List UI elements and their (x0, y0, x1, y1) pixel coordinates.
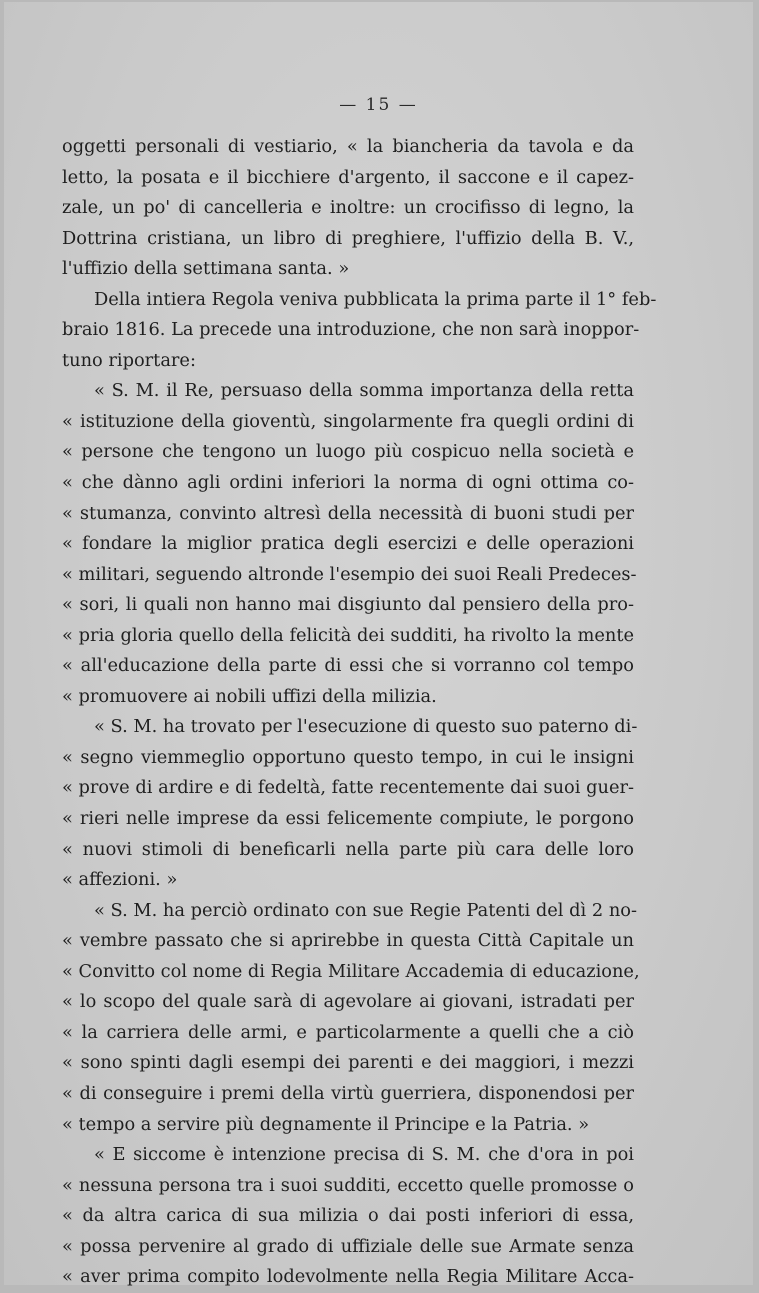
text-line: « tempo a servire più degnamente il Principe e la Patria. » (62, 1113, 590, 1135)
text-line: « che dànno agli ordini inferiori la norma di ogni ottima co- (62, 472, 634, 494)
text-line: « sono spinti dagli esempi dei parenti e dei maggiori, i mezzi (62, 1052, 634, 1074)
text-line: braio 1816. La precede una introduzione, che non sarà inoppor- (62, 319, 640, 341)
text-line: « vembre passato che si aprirebbe in questa Città Capitale un (62, 930, 634, 952)
text-line: letto, la posata e il bicchiere d'argento, il saccone e il capez- (62, 166, 634, 188)
text-line: « sori, li quali non hanno mai disgiunto dal pensiero della pro- (62, 594, 634, 616)
text-line: « affezioni. » (62, 869, 178, 891)
text-line: « E siccome è intenzione precisa di S. M. che d'ora in poi (94, 1144, 634, 1166)
text-line: « di conseguire i premi della virtù guerriera, disponendosi per (62, 1082, 634, 1104)
text-line: « persone che tengono un luogo più cospicuo nella società e (62, 441, 634, 463)
text-line: « promuovere ai nobili uffizi della milizia. (62, 685, 437, 707)
text-line: « all'educazione della parte di essi che si vorranno col tempo (62, 655, 634, 677)
book-page (4, 2, 753, 1288)
text-line: « istituzione della gioventù, singolarmente fra quegli ordini di (62, 410, 634, 432)
text-line: « la carriera delle armi, e particolarmente a quelli che a ciò (62, 1021, 634, 1043)
text-line: Della intiera Regola veniva pubblicata la prima parte il 1° feb- (94, 288, 657, 310)
text-line: « S. M. il Re, persuaso della somma importanza della retta (94, 380, 634, 402)
text-line: « S. M. ha trovato per l'esecuzione di questo suo paterno di- (94, 716, 638, 738)
page-number: — 15 — (339, 95, 418, 115)
text-line: « pria gloria quello della felicità dei sudditi, ha rivolto la mente (62, 624, 634, 646)
text-line: « prove di ardire e di fedeltà, fatte recentemente dai suoi guer- (62, 777, 634, 799)
text-line: « lo scopo del quale sarà di agevolare ai giovani, istradati per (62, 991, 634, 1013)
body-text (62, 132, 657, 1293)
text-line: « possa pervenire al grado di uffiziale delle sue Armate senza (62, 1235, 634, 1257)
text-line: « stumanza, convinto altresì della necessità di buoni studi per (62, 502, 634, 524)
text-line: « nessuna persona tra i suoi sudditi, eccetto quelle promosse o (62, 1174, 634, 1196)
text-line: « Convitto col nome di Regia Militare Accademia di educazione, (62, 960, 640, 982)
text-line: tuno riportare: (62, 349, 196, 371)
text-line: « aver prima compito lodevolmente nella Regia Militare Acca- (62, 1266, 634, 1288)
text-line: « S. M. ha perciò ordinato con sue Regie Patenti del dì 2 no- (94, 899, 637, 921)
text-line: « fondare la miglior pratica degli esercizi e delle operazioni (62, 533, 634, 555)
text-line: l'uffizio della settimana santa. » (62, 258, 350, 280)
text-line: zale, un po' di cancelleria e inoltre: un crocifisso di legno, la (62, 197, 634, 219)
text-line: « rieri nelle imprese da essi felicemente compiute, le porgono (62, 808, 634, 830)
text-line: Dottrina cristiana, un libro di preghiere, l'uffizio della B. V., (62, 227, 634, 249)
text-line: « segno viemmeglio opportuno questo tempo, in cui le insigni (62, 746, 634, 768)
text-line: « militari, seguendo altronde l'esempio dei suoi Reali Predeces- (62, 563, 637, 585)
text-line: « da altra carica di sua milizia o dai posti inferiori di essa, (62, 1205, 634, 1227)
text-line: oggetti personali di vestiario, « la biancheria da tavola e da (62, 136, 634, 157)
text-line: « nuovi stimoli di beneficarli nella parte più cara delle loro (62, 838, 634, 860)
